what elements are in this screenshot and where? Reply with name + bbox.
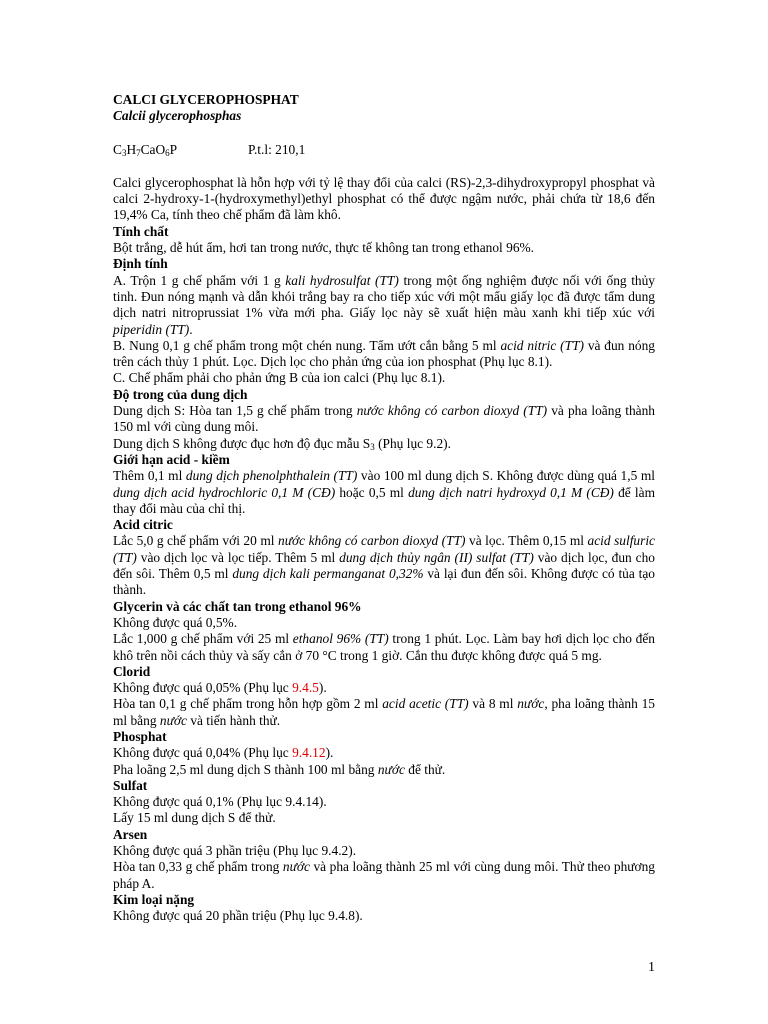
section-heading: Độ trong của dung dịch [113,386,248,402]
section-heading: Clorid [113,663,151,679]
document-page [113,92,655,925]
section-heading: Kim loại nặng [113,891,195,907]
intro-paragraph: Calci glycerophosphat là hỗn hợp với tỷ lệ thay đổi của calci (RS)-2,3-dihydroxypropyl phosphat và calci 2-hydroxy-1-(hydroxymethyl)ethyl phosphat có thể được ngậm nước, phải chứa từ 18,6 đến 19,4% Ca, tính theo chế phẩm đã làm khô. [113,174,655,223]
section-heading: Phosphat [113,728,167,744]
paragraph: Pha loãng 2,5 ml dung dịch S thành 100 ml bằng nước để thử. [113,761,446,777]
appendix-reference: 9.4.12 [292,745,326,761]
page-title: CALCI GLYCEROPHOSPHAT [113,92,299,107]
paragraph: Hòa tan 0,33 g chế phẩm trong nước và pha loãng thành 25 ml với cùng dung môi. Thử theo phương pháp A. [113,859,656,891]
appendix-reference: 9.4.5 [292,680,319,696]
paragraph: Lắc 5,0 g chế phẩm với 20 ml nước không có carbon dioxyd (TT) và lọc. Thêm 0,15 ml acid sulfuric (TT) vào dịch lọc và lọc tiếp. Thêm 5 ml dung dịch thủy ngân (II) sulfat (TT) vào dịch lọc, đun cho đến sôi. Thêm 0,5 ml dung dịch kali permanganat 0,32% và lại đun đến sôi. Không được có tủa tạo thành. [113,533,655,598]
paragraph: Hòa tan 0,1 g chế phẩm trong hỗn hợp gồm 2 ml acid acetic (TT) và 8 ml nước, pha loãng thành 15 ml bằng nước và tiến hành thử. [113,696,655,728]
paragraph: Dung dịch S: Hòa tan 1,5 g chế phẩm trong nước không có carbon dioxyd (TT) và pha loãng thành 150 ml với cùng dung môi. [113,403,655,435]
paragraph: Không được quá 0,5%. [113,614,238,630]
section-heading: Sulfat [113,777,148,793]
paragraph: Không được quá 0,04% (Phụ lục 9.4.12). [113,745,334,761]
section-heading: Acid citric [113,517,173,533]
section-heading: Tính chất [113,223,169,239]
paragraph: Lắc 1,000 g chế phẩm với 25 ml ethanol 96% (TT) trong 1 phút. Lọc. Làm bay hơi dịch lọc cho đến khô trên nồi cách thủy và sấy cắn ở 70 °C trong 1 giờ. Cắn thu được không được quá 5 mg. [113,631,655,663]
paragraph: Lấy 15 ml dung dịch S để thử. [113,810,276,826]
paragraph: Thêm 0,1 ml dung dịch phenolphthalein (TT) vào 100 ml dung dịch S. Không được dùng quá 1,5 ml dung dịch acid hydrochloric 0,1 M (CĐ) hoặc 0,5 ml dung dịch natri hydroxyd 0,1 M (CĐ) để làm thay đổi màu của chỉ thị. [113,468,656,516]
section-heading: Glycerin và các chất tan trong ethanol 96% [113,598,362,614]
paragraph: Không được quá 0,1% (Phụ lục 9.4.14). [113,794,327,810]
paragraph: Bột trắng, dễ hút ẩm, hơi tan trong nước, thực tế không tan trong ethanol 96%. [113,240,535,256]
paragraph: C. Chế phẩm phải cho phản ứng B của ion calci (Phụ lục 8.1). [113,370,446,386]
paragraph: Không được quá 0,05% (Phụ lục 9.4.5). [113,680,327,696]
formula-row [113,142,655,158]
paragraph: A. Trộn 1 g chế phẩm với 1 g kali hydrosulfat (TT) trong một ống nghiệm được nối với ống thủy tinh. Đun nóng mạnh và dẫn khói trắng bay ra cho tiếp xúc với một mẩu giấy lọc đã được tẩm dung dịch natri nitroprussiat 1% vừa mới pha. Giấy lọc này sẽ xuất hiện màu xanh khi tiếp xúc với piperidin (TT). [113,272,656,337]
page-number: 1 [648,960,655,975]
paragraph: Dung dịch S không được đục hơn độ đục mẫu $S_3$ (Phụ lục 9.2). [113,435,451,452]
section-heading: Định tính [113,256,168,272]
paragraph: B. Nung 0,1 g chế phẩm trong một chén nung. Tẩm ướt cắn bằng 5 ml acid nitric (TT) và đun nóng trên cách thủy 1 phút. Lọc. Dịch lọc cho phản ứng của ion phosphat (Phụ lục 8.1). [113,337,655,370]
paragraph: Không được quá 3 phần triệu (Phụ lục 9.4.2). [113,843,357,859]
section-heading: Giới hạn acid - kiềm [113,451,230,467]
paragraph: Không được quá 20 phần triệu (Phụ lục 9.4.8). [113,908,363,924]
chemical-formula: $C_3H_7CaO_6P$ [113,141,178,158]
molecular-weight: P.t.l: 210,1 [248,141,306,157]
section-heading: Arsen [113,826,148,842]
latin-name: Calcii glycerophosphas [113,108,242,124]
